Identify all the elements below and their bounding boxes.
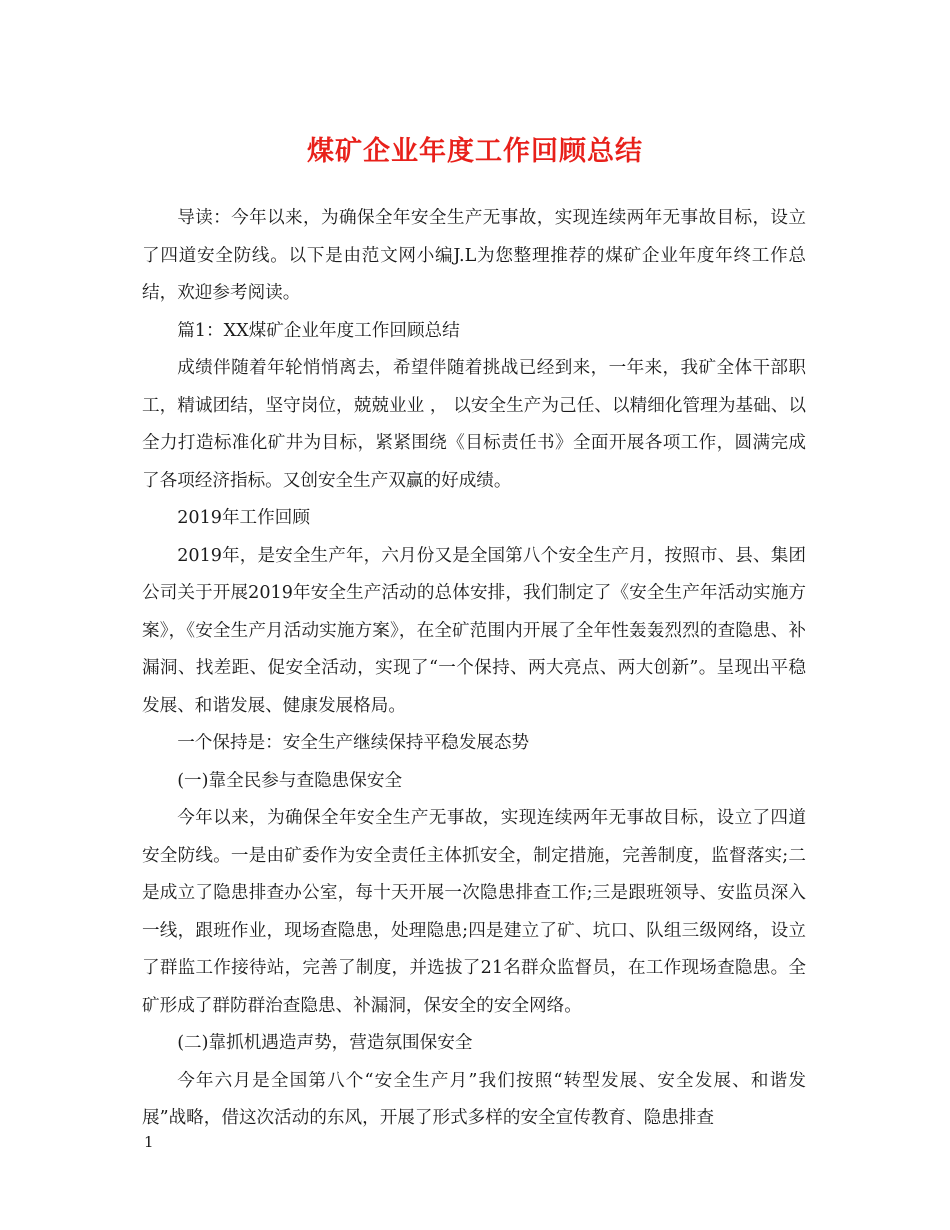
page-number: 1 (144, 1133, 154, 1151)
paragraph-heading-chapter: 篇1：XX煤矿企业年度工作回顾总结 (177, 320, 460, 341)
paragraph-heading: (二)靠抓机遇造声势，营造氛围保安全 (177, 1033, 473, 1053)
paragraph-heading: (一)靠全民参与查隐患保安全 (177, 770, 403, 791)
paragraph: 成绩伴随着年轮悄悄离去，希望伴随着挑战已经到来，一年来，我矿全体干部职工，精诚团结，坚守岗位，兢兢业业 ， 以安全生产为己任、以精细化管理为基础、以全力打造标准化矿井为目标，紧紧围绕《目标责任书》全面开展各项工作，圆满完成了各项经济指标。又创安全生产双赢的好成绩。 (142, 358, 806, 491)
document-body (142, 200, 806, 1138)
paragraph-intro: 导读：今年以来，为确保全年安全生产无事故，实现连续两年无事故目标，设立了四道安全防线。以下是由范文网小编J.L为您整理推荐的煤矿企业年度年终工作总结，欢迎参考阅读。 (142, 208, 806, 303)
paragraph: 今年六月是全国第八个“安全生产月”我们按照“转型发展、安全发展、和谐发展”战略，借这次活动的东风，开展了形式多样的安全宣传教育、隐患排查 (142, 1070, 806, 1128)
paragraph-heading-review: 2019年工作回顾 (177, 508, 310, 528)
document-title: 煤矿企业年度工作回顾总结 (307, 136, 643, 167)
paragraph: 今年以来，为确保全年安全生产无事故，实现连续两年无事故目标，设立了四道安全防线。一是由矿委作为安全责任主体抓安全，制定措施，完善制度，监督落实;二是成立了隐患排查办公室，每十天开展一次隐患排查工作;三是跟班领导、安监员深入一线，跟班作业，现场查隐患，处理隐患;四是建立了矿、坑口、队组三级网络，设立了群监工作接待站，完善了制度，并选拔了21名群众监督员，在工作现场查隐患。全矿形成了群防群治查隐患、补漏洞，保安全的安全网络。 (142, 808, 806, 1016)
paragraph: 2019年，是安全生产年，六月份又是全国第八个安全生产月，按照市、县、集团公司关于开展2019年安全生产活动的总体安排，我们制定了《安全生产年活动实施方案》，《安全生产月活动实施方案》，在全矿范围内开展了全年性轰轰烈烈的查隐患、补漏洞、找差距、促安全活动，实现了“一个保持、两大亮点、两大创新”。呈现出平稳发展、和谐发展、健康发展格局。 (142, 545, 806, 716)
paragraph-heading: 一个保持是：安全生产继续保持平稳发展态势 (177, 733, 530, 753)
